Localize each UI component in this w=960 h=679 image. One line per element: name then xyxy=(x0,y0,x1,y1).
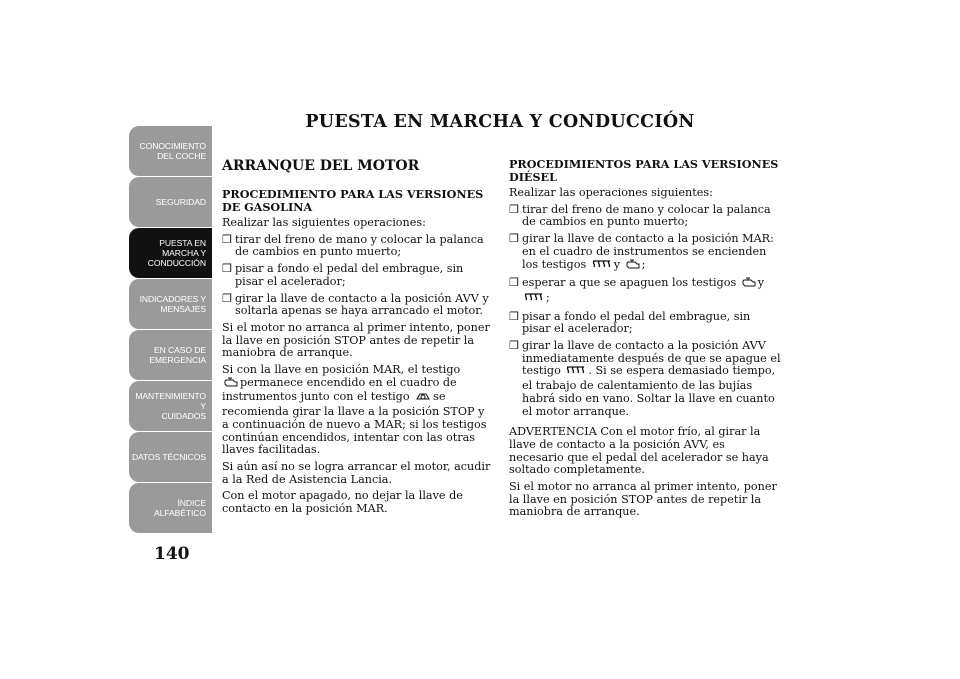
glow-plug-icon xyxy=(524,292,544,307)
checkbox-bullet-icon: ❒ xyxy=(509,276,520,290)
warning-paragraph: ADVERTENCIA Con el motor frío, al girar la llave de contacto a la posición AVV, es necesario que el pedal del acelerador se haya soltado completamente. xyxy=(509,425,769,477)
list-item: ❒ girar la llave de contacto a la posición AVV y soltarla apenas se haya arrancado el motor. xyxy=(222,291,489,318)
engine-warning-icon xyxy=(626,259,640,274)
section-heading: ARRANQUE DEL MOTOR xyxy=(222,158,420,174)
list-item: ❒ tirar del freno de mano y colocar la palanca de cambios en punto muerto; xyxy=(509,202,771,229)
tab-indicadores-y-mensajes[interactable]: INDICADORES Y MENSAJES xyxy=(129,279,212,329)
tab-mantenimiento-y-cuidados[interactable]: MANTENIMIENTO Y CUIDADOS xyxy=(129,381,212,431)
paragraph: Si el motor no arranca al primer intento, poner la llave en posición STOP antes de repetir la maniobra de arranque. xyxy=(222,320,490,360)
immobilizer-icon xyxy=(415,391,431,406)
list-item: ❒ girar la llave de contacto a la posición MAR: en el cuadro de instrumentos se encienden los testigos y ; xyxy=(509,233,781,273)
paragraph: Si aún así no se logra arrancar el motor, acudir a la Red de Asistencia Lancia. xyxy=(222,459,491,486)
paragraph: Si el motor no arranca al primer intento, poner la llave en posición STOP antes de repetir la maniobra de arranque. xyxy=(509,480,777,519)
tab-en-caso-de-emergencia[interactable]: EN CASO DE EMERGENCIA xyxy=(129,330,212,380)
paragraph: Si con la llave en posición MAR, el testigo permanece encendido en el cuadro de instrumentos junto con el testigo se recomienda girar la llave a la posición STOP y a continuación de nuevo a MAR; si los testigos continúan encendidos, intentar con las otras llaves facilitadas. xyxy=(222,363,487,457)
list-item: ❒ girar la llave de contacto a la posición AVV inmediatamente después de que se apague el testigo . Si se espera demasiado tiempo, el trabajo de calentamiento de las bujías habrá sido en vano. Soltar la llave en cuanto el motor arranque. xyxy=(509,339,781,418)
diesel-intro: Realizar las operaciones siguientes: xyxy=(509,186,713,199)
left-column xyxy=(222,158,494,520)
tab-indice-alfabetico[interactable]: ÍNDICE ALFABÉTICO xyxy=(129,483,212,533)
checkbox-bullet-icon: ❒ xyxy=(509,202,520,216)
tab-puesta-en-marcha[interactable]: PUESTA EN MARCHA Y CONDUCCIÓN xyxy=(129,228,212,278)
petrol-intro: Realizar las siguientes operaciones: xyxy=(222,216,426,229)
tab-seguridad[interactable]: SEGURIDAD xyxy=(129,177,212,227)
checkbox-bullet-icon: ❒ xyxy=(222,291,233,305)
right-column xyxy=(509,158,781,523)
list-item: ❒ pisar a fondo el pedal del embrague, sin pisar el acelerador; xyxy=(222,262,464,288)
engine-warning-icon xyxy=(224,377,238,392)
list-item: ❒ pisar a fondo el pedal del embrague, sin pisar el acelerador; xyxy=(509,309,751,336)
checkbox-bullet-icon: ❒ xyxy=(222,232,233,246)
checkbox-bullet-icon: ❒ xyxy=(222,262,233,276)
glow-plug-icon xyxy=(592,259,612,274)
tab-datos-tecnicos[interactable]: DATOS TÉCNICOS xyxy=(129,432,212,482)
diesel-procedure-heading: PROCEDIMIENTOS PARA LAS VERSIONES DIÉSEL xyxy=(509,157,779,184)
page-number: 140 xyxy=(154,544,190,564)
page-title: PUESTA EN MARCHA Y CONDUCCIÓN xyxy=(305,112,695,132)
glow-plug-icon xyxy=(566,365,586,380)
list-item: ❒ tirar del freno de mano y colocar la palanca de cambios en punto muerto; xyxy=(222,232,484,259)
engine-warning-icon xyxy=(742,277,756,292)
tab-conocimiento-del-coche[interactable]: CONOCIMIENTO DEL COCHE xyxy=(129,126,212,176)
list-item: ❒ esperar a que se apaguen los testigos y ; xyxy=(509,277,781,306)
checkbox-bullet-icon: ❒ xyxy=(509,232,520,246)
checkbox-bullet-icon: ❒ xyxy=(509,309,520,323)
petrol-procedure-heading: PROCEDIMIENTO PARA LAS VERSIONES DE GASOLINA xyxy=(222,187,484,214)
paragraph: Con el motor apagado, no dejar la llave de contacto en la posición MAR. xyxy=(222,489,463,516)
checkbox-bullet-icon: ❒ xyxy=(509,339,520,353)
